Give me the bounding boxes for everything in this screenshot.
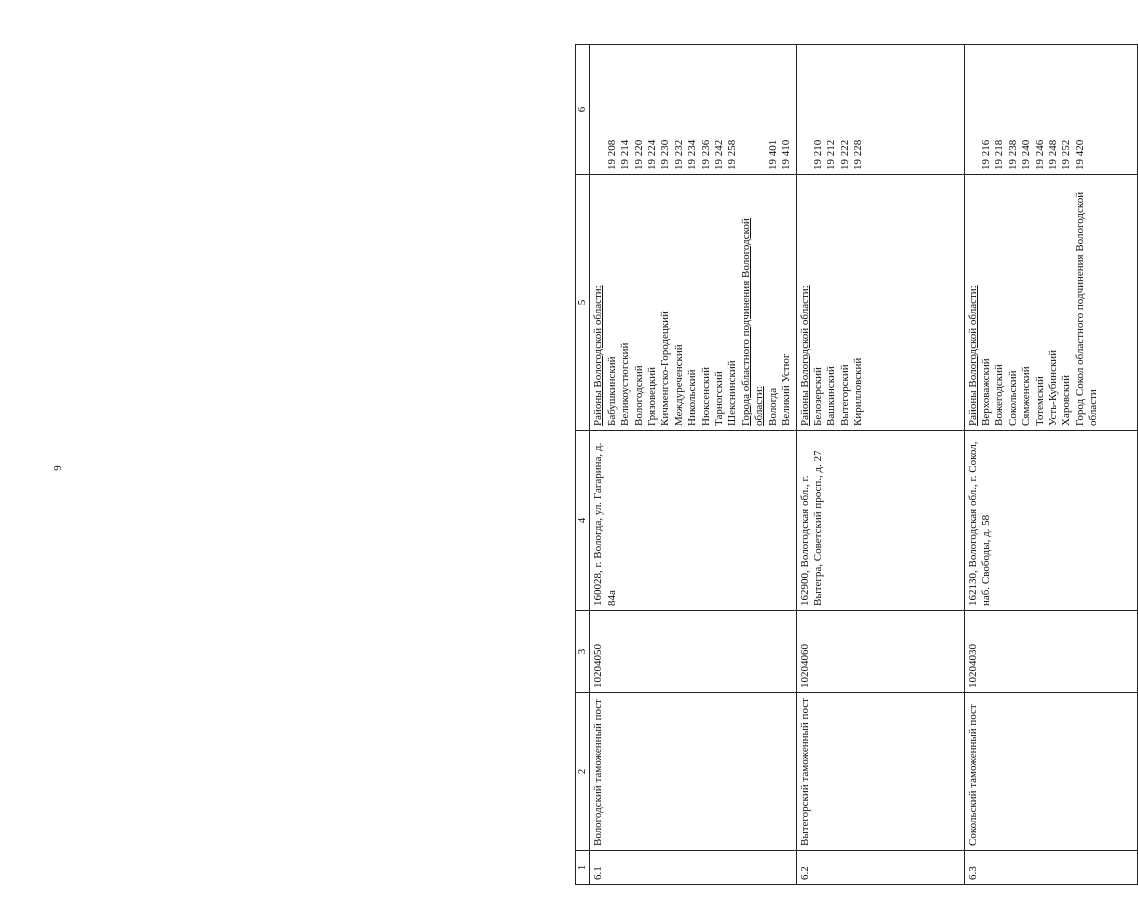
col-header-1: 1 <box>576 851 590 885</box>
districts-cell <box>964 175 1137 431</box>
district-item: Шекснинский <box>726 360 739 426</box>
customs-post-name: Сокольский таможенный пост <box>964 693 1137 851</box>
districts-heading: Районы Вологодской области: <box>966 285 979 426</box>
district-code: 19 252 <box>1060 139 1073 170</box>
district-code: 19 236 <box>699 139 712 170</box>
row-number: 6.1 <box>590 851 796 885</box>
district-item: Кирилловский <box>852 357 865 426</box>
customs-post-code: 10204060 <box>796 611 964 693</box>
districts-cell <box>590 175 796 431</box>
col-header-2: 2 <box>576 693 590 851</box>
district-item: Нюксенский <box>699 366 712 426</box>
codes-cell <box>964 45 1137 175</box>
district-code: 19 216 <box>979 139 992 170</box>
rotated-table-container <box>575 45 1135 885</box>
customs-post-name: Вытегорский таможенный пост <box>796 693 964 851</box>
row-number: 6.3 <box>964 851 1137 885</box>
district-code: 19 220 <box>632 139 645 170</box>
col-header-3: 3 <box>576 611 590 693</box>
district-code: 19 240 <box>1020 139 1033 170</box>
district-code: 19 258 <box>726 139 739 170</box>
customs-post-name: Вологодский таможенный пост <box>590 693 796 851</box>
district-item: Грязовецкий <box>646 366 659 426</box>
district-code: 19 224 <box>646 139 659 170</box>
district-code: 19 222 <box>838 139 851 170</box>
district-item: Междуреченский <box>672 344 685 426</box>
codes-cell <box>590 45 796 175</box>
district-item: Белозерский <box>811 367 824 426</box>
district-code: 19 242 <box>713 139 726 170</box>
district-code: 19 238 <box>1006 139 1019 170</box>
districts-heading: Районы Вологодской области: <box>592 285 605 426</box>
district-code: 19 232 <box>672 139 685 170</box>
district-code: 19 230 <box>659 139 672 170</box>
col-header-6: 6 <box>576 45 590 175</box>
city-code: 19 410 <box>780 139 793 170</box>
city-item: Великий Устюг <box>780 353 793 426</box>
district-code: 19 246 <box>1033 139 1046 170</box>
customs-posts-table <box>575 44 1138 885</box>
city-code: 19 401 <box>766 139 779 170</box>
district-item: Вытегорский <box>838 364 851 426</box>
customs-post-address: 160028, г. Вологда, ул. Гагарина, д. 84а <box>590 431 796 611</box>
district-item: Бабушкинский <box>605 356 618 426</box>
table-row <box>796 45 964 885</box>
district-item: Усть-Кубинский <box>1046 349 1059 426</box>
row-number: 6.2 <box>796 851 964 885</box>
customs-post-address: 162130, Вологодская обл., г. Сокол, наб. Свободы, д. 58 <box>964 431 1137 611</box>
district-item: Вологодский <box>632 365 645 426</box>
district-item: Кичменгско-Городецкий <box>659 311 672 426</box>
district-code: 19 228 <box>852 139 865 170</box>
district-item: Тарногский <box>713 371 726 426</box>
city-item: Вологда <box>766 387 779 426</box>
district-code: 19 248 <box>1046 139 1059 170</box>
codes-cell <box>796 45 964 175</box>
city-item: Город Сокол областного подчинения Вологодской области <box>1073 191 1100 426</box>
district-code: 19 218 <box>993 139 1006 170</box>
header-row <box>576 45 590 885</box>
district-code: 19 210 <box>811 139 824 170</box>
table-row <box>964 45 1137 885</box>
customs-post-code: 10204050 <box>590 611 796 693</box>
district-code: 19 234 <box>686 139 699 170</box>
district-code: 19 208 <box>605 139 618 170</box>
district-item: Верховажский <box>979 358 992 426</box>
customs-post-code: 10204030 <box>964 611 1137 693</box>
district-item: Тотемский <box>1033 376 1046 426</box>
district-item: Сокольский <box>1006 370 1019 426</box>
col-header-5: 5 <box>576 175 590 431</box>
districts-heading: Районы Вологодской области: <box>798 285 811 426</box>
cities-heading: Города областного подчинения Вологодской области: <box>739 218 766 426</box>
city-code: 19 420 <box>1073 139 1086 170</box>
district-item: Харовский <box>1060 375 1073 426</box>
table-row <box>590 45 796 885</box>
district-item: Сямженский <box>1020 366 1033 426</box>
col-header-4: 4 <box>576 431 590 611</box>
district-item: Великоустюгский <box>619 342 632 426</box>
district-item: Вожегодский <box>993 364 1006 426</box>
district-item: Вашкинский <box>825 366 838 426</box>
page-number: 9 <box>52 465 64 471</box>
district-item: Никольский <box>686 369 699 426</box>
districts-cell <box>796 175 964 431</box>
district-code: 19 214 <box>619 139 632 170</box>
district-code: 19 212 <box>825 139 838 170</box>
customs-post-address: 162900, Вологодская обл., г. Вытегра, Советский просп., д. 27 <box>796 431 964 611</box>
